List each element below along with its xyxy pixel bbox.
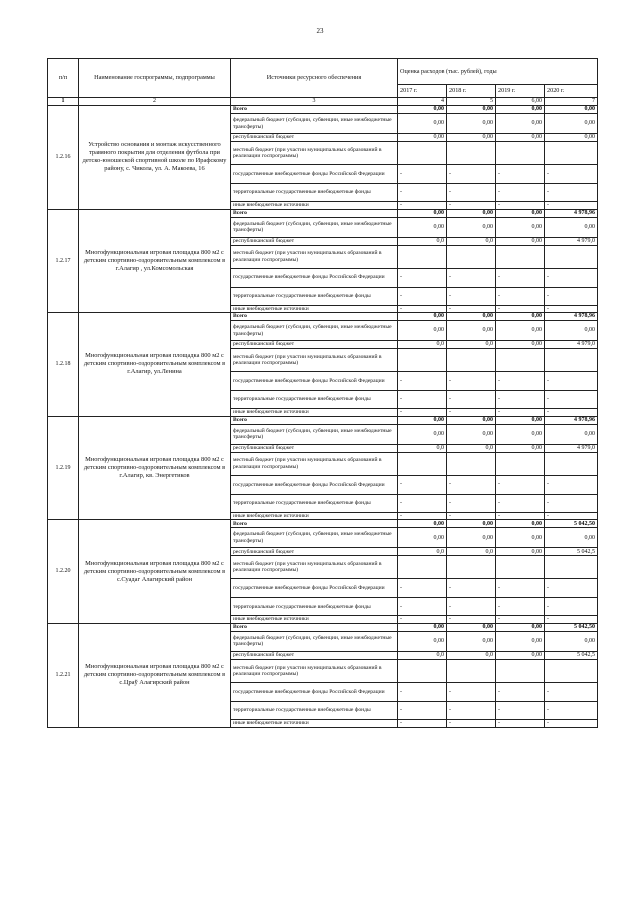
amount-cell: 0,00 — [496, 520, 545, 528]
amount-cell: - — [496, 494, 545, 512]
amount-cell: 0,0 — [447, 651, 496, 659]
amount-cell: - — [447, 701, 496, 719]
funding-source: Всего — [231, 416, 398, 424]
amount-cell: 0,00 — [545, 631, 598, 651]
amount-cell: - — [447, 598, 496, 616]
amount-cell: 5 042,50 — [545, 520, 598, 528]
amount-cell: 0,00 — [496, 651, 545, 659]
amount-cell: - — [545, 719, 598, 727]
amount-cell: 0,00 — [545, 217, 598, 237]
amount-cell — [398, 659, 447, 682]
amount-cell: - — [447, 616, 496, 624]
amount-cell: - — [545, 475, 598, 494]
amount-cell — [447, 349, 496, 372]
amount-cell: 0,00 — [398, 424, 447, 444]
amount-cell: - — [545, 579, 598, 598]
amount-cell: - — [545, 409, 598, 417]
amount-cell: 4 979,0 — [545, 237, 598, 245]
funding-source: республиканский бюджет — [231, 341, 398, 349]
amount-cell: 0,0 — [398, 341, 447, 349]
amount-cell: 4 978,96 — [545, 416, 598, 424]
amount-cell: 0,00 — [496, 424, 545, 444]
funding-source: территориальные государственные внебюджетные фонды — [231, 184, 398, 202]
amount-cell: 0,00 — [447, 528, 496, 548]
amount-cell — [545, 245, 598, 268]
amount-cell: 0,00 — [398, 106, 447, 114]
amount-cell: 0,0 — [398, 237, 447, 245]
amount-cell — [496, 556, 545, 579]
amount-cell: - — [545, 598, 598, 616]
amount-cell: 4 978,96 — [545, 209, 598, 217]
amount-cell: - — [398, 372, 447, 391]
amount-cell: 0,00 — [447, 217, 496, 237]
funding-source: федеральный бюджет (субсидии, субвенции, иные межбюджетные трансферты) — [231, 528, 398, 548]
amount-cell: 0,00 — [398, 313, 447, 321]
amount-cell: 0,00 — [447, 321, 496, 341]
amount-cell: - — [496, 475, 545, 494]
funding-source: местный бюджет (при участии муниципальных образований в реализации госпрограммы) — [231, 452, 398, 475]
amount-cell: 0,00 — [398, 520, 447, 528]
table-row — [48, 520, 598, 528]
funding-source: федеральный бюджет (субсидии, субвенции, иные межбюджетные трансферты) — [231, 114, 398, 134]
amount-cell: - — [496, 512, 545, 520]
amount-cell: - — [398, 579, 447, 598]
amount-cell: - — [496, 579, 545, 598]
amount-cell — [447, 142, 496, 165]
amount-cell: 0,00 — [496, 114, 545, 134]
amount-cell — [447, 556, 496, 579]
amount-cell — [447, 245, 496, 268]
amount-cell: 0,00 — [398, 416, 447, 424]
amount-cell: - — [496, 409, 545, 417]
amount-cell: 0,00 — [447, 114, 496, 134]
amount-cell — [398, 142, 447, 165]
amount-cell: 4 978,96 — [545, 313, 598, 321]
amount-cell: - — [447, 372, 496, 391]
amount-cell — [545, 142, 598, 165]
amount-cell: 0,0 — [447, 548, 496, 556]
amount-cell: - — [545, 494, 598, 512]
amount-cell — [496, 142, 545, 165]
amount-cell: 5 042,50 — [545, 623, 598, 631]
funding-source: федеральный бюджет (субсидии, субвенции, иные межбюджетные трансферты) — [231, 631, 398, 651]
header-num: п/п — [48, 59, 79, 98]
funding-source: местный бюджет (при участии муниципальных образований в реализации госпрограммы) — [231, 349, 398, 372]
amount-cell — [545, 452, 598, 475]
amount-cell: - — [496, 184, 545, 202]
amount-cell: - — [447, 391, 496, 409]
amount-cell: - — [398, 391, 447, 409]
funding-source: Всего — [231, 209, 398, 217]
amount-cell — [496, 349, 545, 372]
amount-cell: 0,00 — [398, 114, 447, 134]
amount-cell — [447, 659, 496, 682]
amount-cell: 0,00 — [447, 623, 496, 631]
column-number: 4 — [398, 98, 447, 106]
item-number: 1.2.20 — [48, 520, 79, 624]
amount-cell: 0,00 — [398, 209, 447, 217]
funding-source: республиканский бюджет — [231, 651, 398, 659]
amount-cell: 0,0 — [398, 651, 447, 659]
amount-cell: 0,00 — [496, 444, 545, 452]
column-number: 3 — [231, 98, 398, 106]
amount-cell: - — [447, 579, 496, 598]
funding-source: территориальные государственные внебюджетные фонды — [231, 287, 398, 305]
amount-cell: - — [447, 409, 496, 417]
amount-cell: - — [545, 701, 598, 719]
table-row — [48, 106, 598, 114]
amount-cell: - — [545, 682, 598, 701]
amount-cell: 0,00 — [496, 548, 545, 556]
funding-source: иные внебюджетные источники — [231, 512, 398, 520]
amount-cell: 0,0 — [447, 237, 496, 245]
amount-cell: 0,0 — [447, 341, 496, 349]
amount-cell: 0,00 — [545, 528, 598, 548]
amount-cell: - — [496, 719, 545, 727]
funding-source: территориальные государственные внебюджетные фонды — [231, 391, 398, 409]
funding-source: государственные внебюджетные фонды Российской Федерации — [231, 682, 398, 701]
funding-source: иные внебюджетные источники — [231, 305, 398, 313]
column-number: 1 — [48, 98, 79, 106]
amount-cell: 0,00 — [398, 623, 447, 631]
amount-cell: - — [398, 165, 447, 184]
amount-cell: - — [398, 719, 447, 727]
amount-cell: - — [545, 184, 598, 202]
amount-cell — [398, 349, 447, 372]
amount-cell: 0,00 — [496, 313, 545, 321]
amount-cell: - — [545, 165, 598, 184]
header-year: 2020 г. — [545, 85, 598, 98]
amount-cell: 0,00 — [545, 106, 598, 114]
column-number: 6,00 — [496, 98, 545, 106]
amount-cell: - — [398, 409, 447, 417]
amount-cell: 0,00 — [447, 313, 496, 321]
amount-cell: - — [545, 391, 598, 409]
item-number: 1.2.18 — [48, 313, 79, 417]
amount-cell: 5 042,5 — [545, 548, 598, 556]
amount-cell — [398, 245, 447, 268]
table-row — [48, 416, 598, 424]
amount-cell: 0,00 — [447, 134, 496, 142]
amount-cell: - — [447, 475, 496, 494]
item-name: Многофункциональная игровая площадка 800 м2 с детским спортивно-оздоровительным комплексом в г.Алагир , ул.Комсомольская — [79, 209, 231, 313]
amount-cell: 0,00 — [496, 237, 545, 245]
amount-cell: 0,00 — [447, 106, 496, 114]
funding-source: государственные внебюджетные фонды Российской Федерации — [231, 475, 398, 494]
amount-cell: - — [545, 512, 598, 520]
item-name: Устройство основания и монтаж искусственного травяного покрытия для отделения футбола при детско-юношеской спортивной школе по Ирафскому району, с. Чикола, ул. А. Макоева, 16 — [79, 106, 231, 210]
amount-cell: 4 979,0 — [545, 444, 598, 452]
header-year: 2017 г. — [398, 85, 447, 98]
column-number: 2 — [79, 98, 231, 106]
funding-source: местный бюджет (при участии муниципальных образований в реализации госпрограммы) — [231, 659, 398, 682]
funding-source: Всего — [231, 520, 398, 528]
funding-source: республиканский бюджет — [231, 548, 398, 556]
amount-cell: - — [398, 305, 447, 313]
funding-source: местный бюджет (при участии муниципальных образований в реализации госпрограммы) — [231, 245, 398, 268]
table-row — [48, 209, 598, 217]
amount-cell: 0,00 — [496, 134, 545, 142]
amount-cell: 0,0 — [447, 444, 496, 452]
funding-source: иные внебюджетные источники — [231, 202, 398, 210]
amount-cell — [398, 452, 447, 475]
amount-cell: 4 979,0 — [545, 341, 598, 349]
amount-cell: 0,00 — [496, 623, 545, 631]
amount-cell: - — [398, 598, 447, 616]
amount-cell: - — [447, 268, 496, 287]
amount-cell: - — [545, 616, 598, 624]
amount-cell: - — [398, 202, 447, 210]
item-name: Многофункциональная игровая площадка 800 м2 с детским спортивно-оздоровительным комплексом в с.Цраў Алагирский район — [79, 623, 231, 727]
funding-source: государственные внебюджетные фонды Российской Федерации — [231, 165, 398, 184]
amount-cell: - — [496, 268, 545, 287]
amount-cell: - — [496, 287, 545, 305]
amount-cell: 0,00 — [398, 528, 447, 548]
amount-cell: - — [447, 184, 496, 202]
funding-source: государственные внебюджетные фонды Российской Федерации — [231, 579, 398, 598]
amount-cell: 0,00 — [398, 631, 447, 651]
column-number: 7 — [545, 98, 598, 106]
amount-cell: - — [398, 701, 447, 719]
amount-cell: - — [447, 202, 496, 210]
amount-cell: - — [398, 287, 447, 305]
amount-cell: - — [545, 372, 598, 391]
funding-source: Всего — [231, 623, 398, 631]
table-body — [48, 106, 598, 728]
amount-cell: 0,00 — [398, 217, 447, 237]
amount-cell: - — [447, 512, 496, 520]
amount-cell: - — [496, 701, 545, 719]
amount-cell: 0,00 — [496, 528, 545, 548]
amount-cell: - — [496, 165, 545, 184]
amount-cell: 0,00 — [496, 321, 545, 341]
funding-source: республиканский бюджет — [231, 237, 398, 245]
amount-cell: - — [398, 475, 447, 494]
amount-cell: 0,00 — [447, 520, 496, 528]
amount-cell: - — [447, 719, 496, 727]
funding-source: государственные внебюджетные фонды Российской Федерации — [231, 268, 398, 287]
amount-cell: 0,00 — [447, 424, 496, 444]
amount-cell: 0,00 — [496, 209, 545, 217]
amount-cell — [545, 349, 598, 372]
amount-cell — [447, 452, 496, 475]
amount-cell: - — [447, 682, 496, 701]
amount-cell: 0,00 — [545, 424, 598, 444]
amount-cell: - — [545, 305, 598, 313]
amount-cell: - — [545, 202, 598, 210]
amount-cell: 0,00 — [545, 321, 598, 341]
amount-cell: - — [398, 494, 447, 512]
page-number: 23 — [316, 27, 324, 35]
amount-cell: - — [398, 616, 447, 624]
amount-cell — [496, 659, 545, 682]
item-name: Многофункциональная игровая площадка 800 м2 с детским спортивно-оздоровительным комплексом в с.Суадаг Алагирский район — [79, 520, 231, 624]
funding-source: местный бюджет (при участии муниципальных образований в реализации госпрограммы) — [231, 142, 398, 165]
header-source: Источники ресурсного обеспечения — [231, 59, 398, 98]
amount-cell: - — [496, 598, 545, 616]
amount-cell — [398, 556, 447, 579]
amount-cell: - — [447, 305, 496, 313]
amount-cell: 0,00 — [398, 134, 447, 142]
column-number: 5 — [447, 98, 496, 106]
amount-cell: - — [398, 184, 447, 202]
funding-source: территориальные государственные внебюджетные фонды — [231, 598, 398, 616]
funding-source: иные внебюджетные источники — [231, 719, 398, 727]
funding-source: Всего — [231, 313, 398, 321]
amount-cell: - — [398, 512, 447, 520]
table-row — [48, 623, 598, 631]
amount-cell — [496, 452, 545, 475]
funding-source: федеральный бюджет (субсидии, субвенции, иные межбюджетные трансферты) — [231, 424, 398, 444]
funding-source: Всего — [231, 106, 398, 114]
expenditure-table — [47, 58, 598, 728]
amount-cell: 0,00 — [496, 217, 545, 237]
amount-cell: - — [545, 268, 598, 287]
amount-cell: - — [545, 287, 598, 305]
item-number: 1.2.17 — [48, 209, 79, 313]
funding-source: местный бюджет (при участии муниципальных образований в реализации госпрограммы) — [231, 556, 398, 579]
amount-cell: - — [496, 391, 545, 409]
amount-cell: 0,00 — [447, 631, 496, 651]
amount-cell: 0,00 — [496, 341, 545, 349]
amount-cell: - — [398, 682, 447, 701]
amount-cell: - — [496, 202, 545, 210]
funding-source: иные внебюджетные источники — [231, 616, 398, 624]
header-name: Наименование госпрограммы, подпрограммы — [79, 59, 231, 98]
amount-cell: - — [447, 494, 496, 512]
amount-cell: 0,0 — [398, 548, 447, 556]
funding-source: государственные внебюджетные фонды Российской Федерации — [231, 372, 398, 391]
amount-cell: 0,00 — [398, 321, 447, 341]
item-name: Многофункциональная игровая площадка 800 м2 с детским спортивно-оздоровительным комплексом в г.Алагир, кв. Энергетиков — [79, 416, 231, 520]
funding-source: территориальные государственные внебюджетные фонды — [231, 494, 398, 512]
item-name: Многофункциональная игровая площадка 800 м2 с детским спортивно-оздоровительным комплексом в г.Алагир, ул.Ленина — [79, 313, 231, 417]
funding-source: федеральный бюджет (субсидии, субвенции, иные межбюджетные трансферты) — [231, 217, 398, 237]
amount-cell: 0,00 — [447, 209, 496, 217]
amount-cell: 0,0 — [398, 444, 447, 452]
amount-cell: - — [398, 268, 447, 287]
amount-cell: - — [447, 165, 496, 184]
header-estimate: Оценка расходов (тыс. рублей), годы — [398, 59, 598, 85]
amount-cell: 0,00 — [496, 416, 545, 424]
amount-cell: 0,00 — [447, 416, 496, 424]
table-row — [48, 313, 598, 321]
amount-cell: - — [496, 616, 545, 624]
funding-source: республиканский бюджет — [231, 134, 398, 142]
header-year: 2018 г. — [447, 85, 496, 98]
amount-cell: 0,00 — [545, 114, 598, 134]
amount-cell — [496, 245, 545, 268]
amount-cell: - — [496, 682, 545, 701]
amount-cell: 0,00 — [545, 134, 598, 142]
amount-cell: 0,00 — [496, 106, 545, 114]
item-number: 1.2.19 — [48, 416, 79, 520]
amount-cell: - — [496, 372, 545, 391]
amount-cell: - — [447, 287, 496, 305]
funding-source: территориальные государственные внебюджетные фонды — [231, 701, 398, 719]
item-number: 1.2.16 — [48, 106, 79, 210]
header-year: 2019 г. — [496, 85, 545, 98]
amount-cell — [545, 659, 598, 682]
funding-source: республиканский бюджет — [231, 444, 398, 452]
item-number: 1.2.21 — [48, 623, 79, 727]
amount-cell: 5 042,5 — [545, 651, 598, 659]
funding-source: федеральный бюджет (субсидии, субвенции, иные межбюджетные трансферты) — [231, 321, 398, 341]
funding-source: иные внебюджетные источники — [231, 409, 398, 417]
amount-cell — [545, 556, 598, 579]
amount-cell: 0,00 — [496, 631, 545, 651]
amount-cell: - — [496, 305, 545, 313]
